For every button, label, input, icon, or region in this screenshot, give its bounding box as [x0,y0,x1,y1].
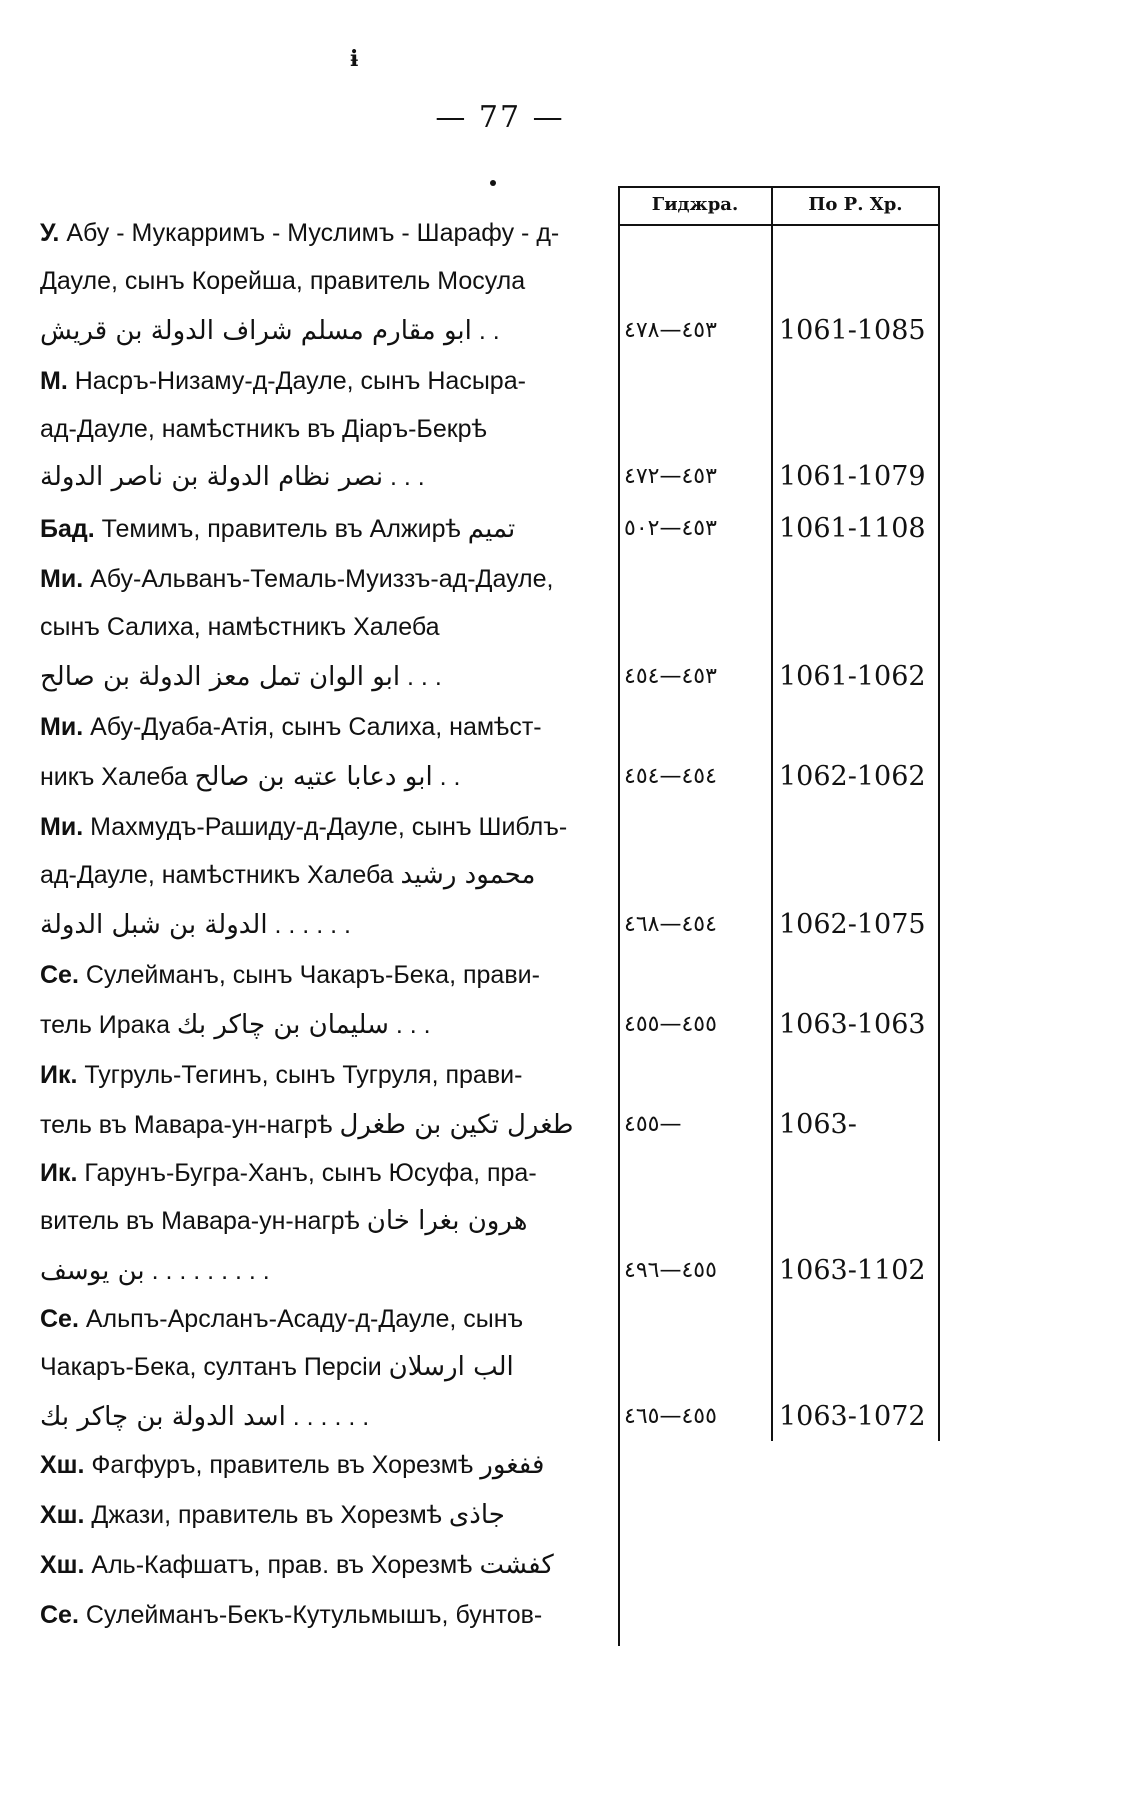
text-line [40,408,615,450]
hijri-date: ٤٥٣—٤٥٤ [624,664,717,689]
dynasty-abbreviation: М. [40,367,68,395]
russian-text: Темимъ, правитель въ Алжирѣ [94,515,468,543]
dynasty-abbreviation: Ик. [40,1159,78,1187]
leader-dots: . . . . . . [285,1403,370,1431]
dynasty-abbreviation: Се. [40,961,79,989]
ad-date: 1063-1072 [779,1401,926,1432]
russian-text: Дауле, сынъ Корейша, правитель Мосула [40,267,526,295]
ad-date: 1061-1085 [779,315,926,346]
leader-dots: . . . [400,663,442,691]
ad-date: 1063- [779,1109,857,1140]
text-line [40,1494,615,1536]
dynasty-abbreviation: Хш. [40,1551,85,1579]
leader-dots: . . [471,317,500,345]
ad-date: 1062-1062 [779,761,926,792]
table-top-rule [618,186,940,188]
text-line [40,606,615,648]
russian-text: Абу-Дуаба-Атія, сынъ Салиха, намѣст- [83,713,542,741]
text-line [40,806,615,848]
dynasty-abbreviation: Ми. [40,713,84,741]
text-line [40,1396,615,1438]
russian-text: Гарунъ-Бугра-Ханъ, сынъ Юсуфа, пра- [77,1159,537,1187]
hijri-date: ٤٥٥— [624,1112,682,1137]
text-line [40,456,615,498]
russian-text: Фагфуръ, правитель въ Хорезмѣ [84,1451,481,1479]
arabic-name: ابو دعابا عتيه بن صالح [194,762,433,792]
arabic-name: طغرل تكين بن طغرل [339,1110,574,1140]
text-line [40,1054,615,1096]
text-line [40,212,615,254]
text-line [40,1346,615,1388]
arabic-name: هرون بغرا خان [366,1206,528,1236]
table-header-rule [618,224,940,226]
text-line [40,558,615,600]
arabic-name: سليمان بن چاكر بك [176,1010,389,1040]
leader-dots: . . . [388,1011,431,1039]
leader-dots: . . . . . . [267,911,351,939]
dynasty-abbreviation: Хш. [40,1451,85,1479]
russian-text: сынъ Салиха, намѣстникъ Халеба [40,613,440,641]
text-line [40,360,615,402]
text-line [40,1152,615,1194]
text-line [40,854,615,896]
hijri-date: ٤٥٤—٤٦٨ [624,912,717,937]
arabic-name: ابو مقارم مسلم شراف الدولة بن قريش [40,316,472,346]
arabic-name: الدولة بن شبل الدولة [40,910,268,940]
russian-text: никъ Халеба [40,763,195,791]
text-line [40,1444,615,1486]
hijri-date: ٤٥٥—٤٥٥ [624,1012,717,1037]
text-line [40,954,615,996]
page-number: — 77 — [435,100,565,135]
russian-text: витель въ Мавара-ун-нагрѣ [40,1207,367,1235]
dynasty-abbreviation: Хш. [40,1501,85,1529]
leader-dots: . . . [383,463,425,491]
page-mark: ɨ [350,46,359,72]
decorative-dot [490,180,496,186]
ad-date: 1061-1079 [779,461,926,492]
russian-text: Аль-Кафшатъ, прав. въ Хорезмѣ [84,1551,480,1579]
russian-text: Чакаръ-Бека, султанъ Персіи [40,1353,389,1381]
arabic-name: الب ارسلان [388,1352,514,1382]
dynasty-abbreviation: Се. [40,1601,79,1629]
text-line [40,310,615,352]
text-line [40,1298,615,1340]
russian-text: Абу - Мукарримъ - Муслимъ - Шарафу - д- [59,219,560,247]
text-line [40,706,615,748]
russian-text: Альпъ-Арсланъ-Асаду-д-Дауле, сынъ [78,1305,524,1333]
ad-date: 1063-1063 [779,1009,926,1040]
text-line [40,1250,615,1292]
text-line [40,756,615,798]
text-line [40,508,615,550]
russian-text: Джази, правитель въ Хорезмѣ [84,1501,449,1529]
hijri-date: ٤٥٣—٤٧٨ [624,318,717,343]
dynasty-abbreviation: Ик. [40,1061,78,1089]
dynasty-abbreviation: Бад. [40,515,95,543]
text-line [40,904,615,946]
ad-date: 1061-1062 [779,661,926,692]
arabic-name: بن يوسف [40,1256,145,1286]
leader-dots: . . [432,763,461,791]
arabic-name: ففغور [480,1450,545,1480]
dynasty-abbreviation: У. [40,219,60,247]
ad-date: 1061-1108 [779,513,926,544]
column-header-ad: По Р. Хр. [808,194,903,215]
russian-text: ад-Дауле, намѣстникъ въ Діаръ-Бекрѣ [40,415,487,443]
arabic-name: كفشت [479,1550,554,1580]
text-line [40,1104,615,1146]
arabic-name: اسد الدولة بن چاكر بك [40,1402,286,1432]
hijri-date: ٤٥٣—٤٧٢ [624,464,717,489]
ad-date: 1063-1102 [779,1255,926,1286]
russian-text: Сулейманъ-Бекъ-Кутульмышъ, бунтов- [78,1601,543,1629]
text-line [40,260,615,302]
russian-text: Тугруль-Тегинъ, сынъ Тугруля, прави- [77,1061,523,1089]
arabic-name: ابو الوان تمل معز الدولة بن صالح [40,662,401,692]
russian-text: тель въ Мавара-ун-нагрѣ [40,1111,340,1139]
leader-dots: . . . . . . . . . [144,1257,270,1285]
russian-text: Абу-Альванъ-Темаль-Муиззъ-ад-Дауле, [83,565,554,593]
text-line [40,1544,615,1586]
russian-text: Махмудъ-Рашиду-д-Дауле, сынъ Шиблъ- [83,813,568,841]
text-line [40,1004,615,1046]
arabic-name: جاذى [448,1500,505,1530]
arabic-name: محمود رشيد [400,860,536,890]
dynasty-abbreviation: Се. [40,1305,79,1333]
russian-text: Сулейманъ, сынъ Чакаръ-Бека, прави- [78,961,540,989]
text-line [40,1594,615,1636]
ad-date: 1062-1075 [779,909,926,940]
russian-text: ад-Дауле, намѣстникъ Халеба [40,861,401,889]
column-header-hijri: Гиджра. [651,194,739,215]
arabic-name: تميم [467,514,516,544]
text-line [40,1200,615,1242]
russian-text: Насръ-Низаму-д-Дауле, сынъ Насыра- [67,367,526,395]
text-line [40,656,615,698]
arabic-name: نصر نظام الدولة بن ناصر الدولة [40,462,384,492]
dynasty-abbreviation: Ми. [40,813,84,841]
hijri-date: ٤٥٣—٥٠٢ [624,516,717,541]
hijri-date: ٤٥٥—٤٩٦ [624,1258,717,1283]
russian-text: тель Ирака [40,1011,177,1039]
hijri-date: ٤٥٥—٤٦٥ [624,1404,717,1429]
dynasty-abbreviation: Ми. [40,565,84,593]
hijri-date: ٤٥٤—٤٥٤ [624,764,717,789]
